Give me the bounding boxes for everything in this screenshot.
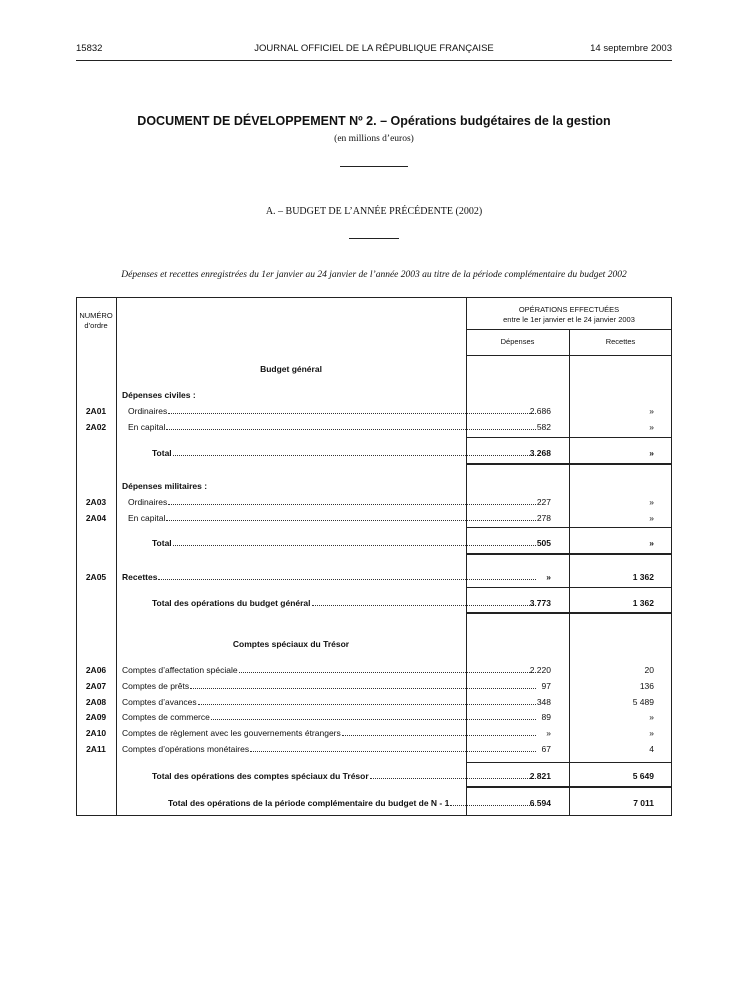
depenses-value: 582 [536, 422, 551, 432]
row-label-text: Comptes d’avances [122, 697, 197, 707]
column-header-operations-period: entre le 1er janvier et le 24 janvier 2003 [503, 315, 635, 324]
depenses-value: 6 594 [529, 798, 551, 808]
depenses-value: 67 [541, 744, 551, 754]
depenses-value: 2 686 [529, 406, 551, 416]
table-row-total [76, 447, 672, 460]
total-rule [466, 612, 672, 614]
depenses-value: 2 821 [529, 771, 551, 781]
depenses-value: 505 [536, 538, 551, 548]
total-rule [466, 587, 672, 588]
table-row [76, 680, 672, 693]
depenses-value: 348 [536, 697, 551, 707]
row-label-text: Ordinaires [128, 497, 168, 507]
depenses-value: 89 [541, 712, 551, 722]
table-row [76, 512, 672, 525]
table-row [76, 571, 672, 584]
recettes-value: » [649, 406, 654, 416]
table-row [76, 496, 672, 509]
total-rule [466, 437, 672, 438]
table-row [76, 421, 672, 434]
header-rule [76, 60, 672, 61]
recettes-value: 20 [644, 665, 654, 675]
group-heading: Dépenses militaires : [122, 481, 208, 491]
column-header-numero-label: NUMÉRO [79, 311, 113, 320]
column-header-operations-title: OPÉRATIONS EFFECTUÉES [518, 305, 620, 314]
table-row [76, 711, 672, 724]
publication-date: 14 septembre 2003 [590, 43, 672, 54]
table-row [76, 405, 672, 418]
section-heading: Budget général [260, 364, 322, 374]
recettes-value: 1 362 [632, 572, 654, 582]
recettes-value: 5 489 [632, 697, 654, 707]
depenses-value: 3 773 [529, 598, 551, 608]
column-header-operations [466, 305, 672, 325]
table-border [76, 297, 672, 298]
row-label-text: Total des opérations de la période complémentaire du budget de N - 1 [168, 798, 450, 808]
row-label-text: Comptes de prêts [122, 681, 190, 691]
table-row [76, 743, 672, 756]
section-heading: Comptes spéciaux du Trésor [232, 639, 350, 649]
row-label-text: Comptes de règlement avec les gouvernements étrangers [122, 728, 341, 738]
depenses-value: 3 268 [529, 448, 551, 458]
header-divider [466, 329, 672, 330]
row-code: 2A04 [85, 513, 107, 523]
total-rule [466, 786, 672, 788]
page-number: 15832 [76, 43, 103, 54]
section-title: A. – BUDGET DE L’ANNÉE PRÉCÉDENTE (2002) [265, 206, 483, 217]
row-label-text: Comptes d’affectation spéciale [122, 665, 238, 675]
row-label-text: En capital [128, 513, 166, 523]
table-row-total [76, 797, 672, 810]
row-code: 2A11 [86, 744, 106, 754]
recettes-value: » [649, 422, 654, 432]
column-header-recettes: Recettes [605, 337, 636, 346]
intro-text: Dépenses et recettes enregistrées du 1er janvier au 24 janvier de l’année 2003 au titre de la période complémentaire du budget 2002 [121, 270, 627, 280]
row-label-text: Recettes [122, 572, 158, 582]
page-header [76, 43, 672, 57]
row-code: 2A07 [85, 681, 107, 691]
column-header-ordre-label: d’ordre [84, 321, 108, 330]
separator-rule [349, 238, 399, 239]
recettes-value: » [649, 513, 654, 523]
recettes-value: 7 011 [633, 798, 654, 808]
separator-rule [340, 166, 408, 167]
row-code: 2A02 [85, 422, 107, 432]
depenses-value: 227 [536, 497, 551, 507]
table-row-total [76, 770, 672, 783]
table-row-total [76, 597, 672, 610]
table-row [76, 664, 672, 677]
table-border [76, 815, 672, 816]
row-label-text: Ordinaires [128, 406, 168, 416]
total-rule [466, 463, 672, 465]
recettes-value: 5 649 [632, 771, 654, 781]
table-row [76, 696, 672, 709]
total-rule [466, 527, 672, 528]
recettes-value: » [649, 712, 654, 722]
group-heading: Dépenses civiles : [122, 390, 196, 400]
recettes-value: 4 [649, 744, 654, 754]
total-rule [466, 553, 672, 555]
document-title: DOCUMENT DE DÉVELOPPEMENT Nº 2. – Opérations budgétaires de la gestion [137, 114, 611, 128]
depenses-value: 97 [541, 681, 551, 691]
table-row-total [76, 537, 672, 550]
recettes-value: » [649, 497, 654, 507]
row-label-text: Total des opérations des comptes spéciaux du Trésor [152, 771, 369, 781]
recettes-value: » [649, 538, 654, 548]
row-code: 2A09 [85, 712, 107, 722]
total-rule [466, 762, 672, 763]
recettes-value: » [649, 448, 654, 458]
row-code: 2A06 [85, 665, 107, 675]
depenses-value: 2 220 [529, 665, 551, 675]
journal-title: JOURNAL OFFICIEL DE LA RÉPUBLIQUE FRANÇAISE [254, 43, 494, 54]
depenses-value: » [546, 728, 551, 738]
table-row [76, 727, 672, 740]
document-subtitle: (en millions d’euros) [334, 134, 414, 144]
header-divider [466, 355, 672, 356]
row-code: 2A08 [85, 697, 107, 707]
row-label-text: En capital [128, 422, 166, 432]
row-code: 2A03 [85, 497, 107, 507]
row-code: 2A01 [85, 406, 107, 416]
column-header-depenses: Dépenses [500, 337, 535, 346]
recettes-value: » [649, 728, 654, 738]
depenses-value: 278 [536, 513, 551, 523]
recettes-value: 136 [639, 681, 654, 691]
row-label-text: Comptes de commerce [122, 712, 210, 722]
row-label-text: Comptes d’opérations monétaires [122, 744, 250, 754]
column-header-numero [76, 311, 116, 331]
row-label-text: Total [152, 538, 172, 548]
depenses-value: » [546, 572, 551, 582]
row-code: 2A05 [85, 572, 107, 582]
row-label-text: Total [152, 448, 172, 458]
row-code: 2A10 [85, 728, 107, 738]
recettes-value: 1 362 [632, 598, 654, 608]
row-label-text: Total des opérations du budget général [152, 598, 311, 608]
